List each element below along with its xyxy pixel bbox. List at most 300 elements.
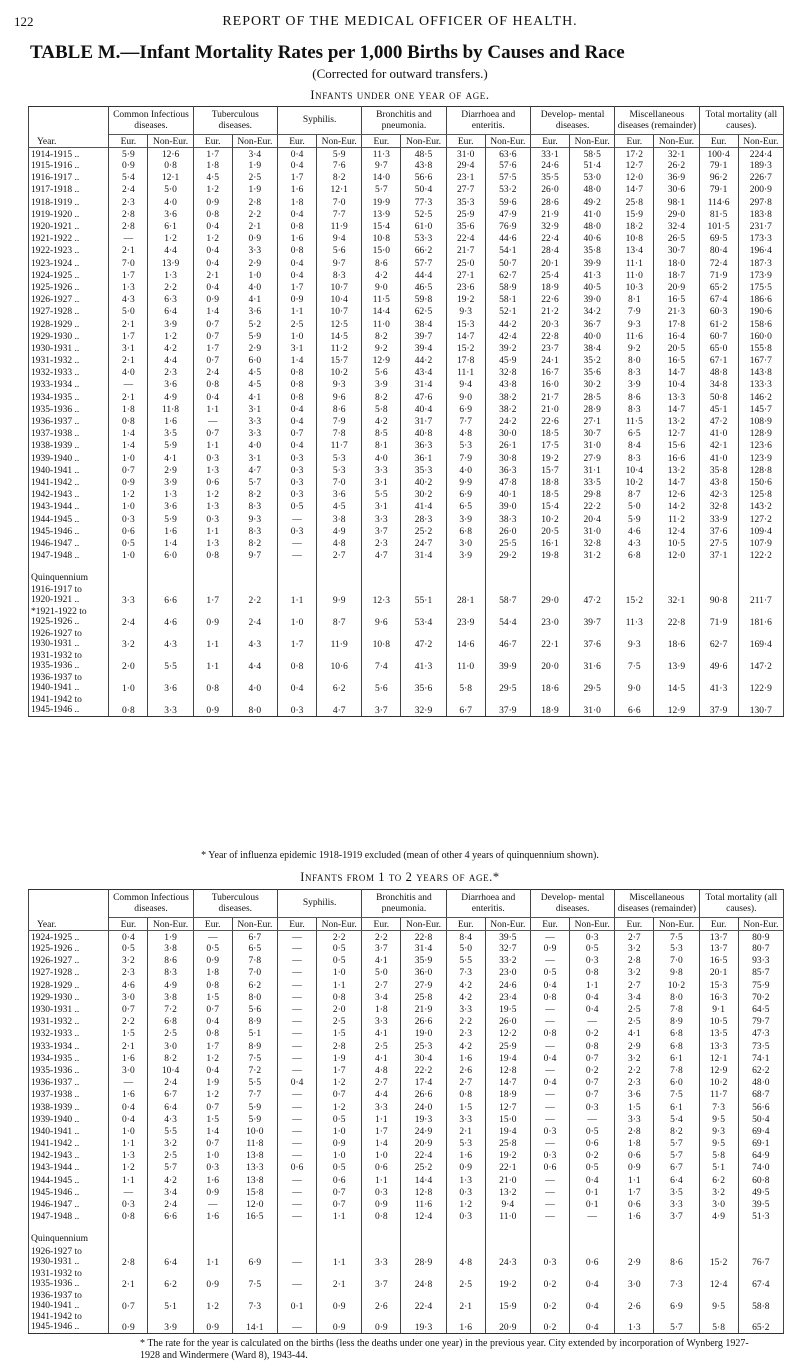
rate-cell: 27·7 [446,184,485,196]
rate-cell: 7·5 [654,1089,699,1101]
rate-cell: 22·1 [485,1162,530,1174]
rate-cell: 23·9 [446,606,485,628]
rate-cell: 10·8 [615,233,654,245]
rate-cell: 32·8 [699,501,738,513]
rate-cell: 3·5 [148,428,193,440]
rate-cell: 13·9 [362,209,401,221]
period-line: 1940-1941 .. [31,683,80,694]
rate-cell: 9·9 [317,584,362,606]
rate-cell: 48·0 [570,221,615,233]
rate-cell: 22·4 [530,233,569,245]
spacer-cell [29,1223,109,1233]
european-subheader: Eur. [699,135,738,148]
rate-cell: 0·4 [193,1016,232,1028]
rate-cell: 2·9 [148,465,193,477]
rate-cell: 3·3 [362,1101,401,1113]
rate-cell: 9·4 [485,1199,530,1211]
rate-cell: 28·4 [530,245,569,257]
quinquennium-row [29,1268,784,1290]
year-cell: 1946-1947 .. [29,1199,109,1211]
rate-cell: 2·1 [193,270,232,282]
period-line: 1936-1937 to [31,1290,82,1301]
rate-cell: 2·7 [615,931,654,944]
period-line: 1930-1931 .. [31,639,80,650]
rate-cell: 130·7 [738,694,783,716]
rate-cell: 1·2 [317,1077,362,1089]
rate-cell: — [530,1199,569,1211]
rate-cell: 0·2 [570,1150,615,1162]
rate-cell: 77·3 [401,197,446,209]
rate-cell: 8·6 [148,955,193,967]
rate-cell: 3·3 [362,465,401,477]
rate-cell: — [277,967,316,979]
rate-cell: 0·4 [570,1004,615,1016]
rate-cell: 0·8 [277,650,316,672]
european-subheader: Eur. [615,918,654,931]
rate-cell: 15·3 [446,318,485,330]
rate-cell: 3·7 [362,694,401,716]
rate-cell: 297·8 [738,197,783,209]
rate-cell: 0·7 [109,1004,148,1016]
rate-cell: 3·1 [232,453,277,465]
rate-cell: 22·2 [401,1065,446,1077]
rate-cell: 13·2 [485,1187,530,1199]
table-row [29,465,784,477]
rate-cell: 79·1 [699,160,738,172]
rate-cell: 66·2 [401,245,446,257]
rate-cell: — [277,1175,316,1187]
rate-cell: 7·3 [446,967,485,979]
year-cell: 1945-1946 .. [29,526,109,538]
rate-cell: 0·4 [277,416,316,428]
rate-cell: 6·8 [615,550,654,562]
rate-cell: 18·6 [654,628,699,650]
table-row [29,1077,784,1089]
rate-cell: 0·8 [193,209,232,221]
year-cell: 1925-1926 .. [29,282,109,294]
rate-cell: 57·7 [401,258,446,270]
table-row [29,1101,784,1113]
empty-cell [485,1233,530,1245]
rate-cell: 7·0 [232,967,277,979]
rate-cell: 0·6 [362,1162,401,1174]
rate-cell: 3·1 [109,343,148,355]
rate-cell: 3·7 [654,1211,699,1223]
rate-cell: 70·2 [738,992,783,1004]
rate-cell: 31·0 [570,440,615,452]
rate-cell: 2·8 [232,197,277,209]
rate-cell: 10·5 [654,538,699,550]
rate-cell: 0·7 [193,428,232,440]
rate-cell: 29·5 [570,672,615,694]
rate-cell: 3·6 [148,501,193,513]
rate-cell: 123·9 [738,453,783,465]
spacer-cell [446,1223,485,1233]
rate-cell: 8·4 [615,440,654,452]
rate-cell: 38·3 [485,513,530,525]
table-row [29,209,784,221]
rate-cell: — [277,1004,316,1016]
rate-cell: 48·0 [738,1077,783,1089]
rate-cell: 30·7 [654,245,699,257]
rate-cell: — [193,931,232,944]
rate-cell: 53·0 [570,172,615,184]
period-line: 1920-1921 .. [31,595,80,606]
rate-cell: 5·8 [699,1150,738,1162]
year-cell: 1947-1948 .. [29,550,109,562]
rate-cell: 0·5 [317,1114,362,1126]
rate-cell: 28·3 [401,513,446,525]
table-row [29,538,784,550]
rate-cell: 2·2 [232,209,277,221]
rate-cell: 3·2 [109,628,148,650]
rate-cell: — [277,1114,316,1126]
year-cell: 1933-1934 .. [29,1041,109,1053]
rate-cell: 3·9 [148,1312,193,1334]
rate-cell: 1·8 [109,404,148,416]
empty-cell [654,1233,699,1245]
rate-cell: 49·5 [738,1187,783,1199]
rate-cell: 0·3 [277,526,316,538]
spacer-cell [109,1223,148,1233]
rate-cell: 46·5 [401,282,446,294]
rate-cell: 12·0 [232,1199,277,1211]
spacer-cell [193,1223,232,1233]
cause-column-header: Miscellaneous diseases (remainder) [615,890,699,918]
empty-cell [401,1233,446,1245]
rate-cell: 0·3 [277,465,316,477]
rate-cell: 200·9 [738,184,783,196]
year-cell: 1926-1927 .. [29,955,109,967]
rate-cell: 10·0 [232,1126,277,1138]
rate-cell: 31·4 [401,379,446,391]
rate-cell: 0·9 [109,1312,148,1334]
spacer-cell [699,1223,738,1233]
rate-cell: 0·9 [193,955,232,967]
rate-cell: 35·6 [446,221,485,233]
rate-cell: 2·1 [317,1268,362,1290]
spacer-cell [29,562,109,572]
rate-cell: 2·0 [317,1004,362,1016]
rate-cell: 65·2 [699,282,738,294]
rate-cell: 16·6 [654,453,699,465]
rate-cell: 39·5 [485,931,530,944]
period-line: *1921-1922 to [31,607,87,618]
rate-cell: 0·8 [570,967,615,979]
rate-cell: 1·0 [109,501,148,513]
rate-cell: 8·3 [148,967,193,979]
rate-cell: 12·9 [699,1065,738,1077]
rate-cell: 0·6 [193,477,232,489]
rate-cell: 26·5 [654,233,699,245]
page-header [0,14,800,34]
rate-cell: 1·3 [109,1150,148,1162]
rate-cell: 0·7 [193,1101,232,1113]
rate-cell: 25·2 [401,1162,446,1174]
spacer-cell [530,1223,569,1233]
rate-cell: 1·8 [615,1138,654,1150]
rate-cell: 4·4 [232,650,277,672]
rate-cell: 8·0 [232,992,277,1004]
rate-cell: 15·4 [362,221,401,233]
rate-cell: 0·4 [570,1290,615,1312]
year-cell: 1944-1945 .. [29,513,109,525]
rate-cell: 32·1 [654,584,699,606]
rate-cell: 35·2 [570,355,615,367]
rate-cell: 64·9 [738,1150,783,1162]
rate-cell: 3·3 [362,1016,401,1028]
rate-cell: 9·7 [362,160,401,172]
rate-cell: 28·9 [401,1246,446,1268]
rate-cell: 3·6 [148,379,193,391]
rate-cell: 9·6 [362,606,401,628]
rate-cell: 2·2 [362,931,401,944]
spacer-cell [570,1223,615,1233]
rate-cell: 2·4 [109,606,148,628]
rate-cell: 4·2 [446,980,485,992]
rate-cell: 5·9 [148,513,193,525]
rate-cell: 9·3 [699,1126,738,1138]
rate-cell: 0·2 [530,1312,569,1334]
rate-cell: 17·5 [530,440,569,452]
rate-cell: 25·8 [401,992,446,1004]
rate-cell: 0·4 [193,245,232,257]
rate-cell: 2·1 [109,392,148,404]
european-subheader: Eur. [362,918,401,931]
rate-cell: 18·5 [530,489,569,501]
table-subtitle: (Corrected for outward transfers.) [312,66,488,81]
rate-cell: 15·6 [654,440,699,452]
rate-cell: 14·7 [485,1077,530,1089]
rate-cell: 5·3 [317,465,362,477]
rate-cell: 79·1 [699,184,738,196]
year-cell: 1938-1939 .. [29,440,109,452]
year-cell: 1932-1933 .. [29,1028,109,1040]
table-row [29,343,784,355]
rate-cell: 5·5 [148,1126,193,1138]
rate-cell: 65·0 [699,343,738,355]
rate-cell: 6·0 [654,1077,699,1089]
rate-cell: 5·9 [109,148,148,161]
rate-cell: 30·2 [401,489,446,501]
spacer-cell [654,1223,699,1233]
european-subheader: Eur. [530,918,569,931]
rate-cell: 24·6 [530,160,569,172]
rate-cell: 0·7 [193,318,232,330]
rate-cell: 12·0 [654,550,699,562]
rate-cell: 14·7 [654,477,699,489]
rate-cell: 1·2 [193,1053,232,1065]
rate-cell: 27·1 [446,270,485,282]
rate-cell: 5·6 [362,672,401,694]
rate-cell: 14·4 [401,1175,446,1187]
rate-cell: 0·4 [277,270,316,282]
rate-cell: 0·3 [530,1150,569,1162]
rate-cell: 29·4 [446,160,485,172]
rate-cell: 0·7 [317,1187,362,1199]
rate-cell: 10·7 [317,306,362,318]
rate-cell: 8·2 [317,172,362,184]
rate-cell: 60·3 [699,306,738,318]
rate-cell: 127·2 [738,513,783,525]
rate-cell: 0·5 [193,943,232,955]
rate-cell: 2·6 [446,1065,485,1077]
rate-cell: — [109,1077,148,1089]
rate-cell: 2·8 [615,1126,654,1138]
rate-cell: 69·1 [738,1138,783,1150]
rate-cell: 0·9 [317,1138,362,1150]
rate-cell: 29·8 [570,489,615,501]
rate-cell: 41·3 [401,650,446,672]
rate-cell: 6·1 [148,221,193,233]
rate-cell: 0·3 [277,489,316,501]
spacer-cell [362,562,401,572]
rate-cell: 6·2 [148,1268,193,1290]
table-row [29,160,784,172]
rate-cell: 1·8 [193,160,232,172]
rate-cell: 1·4 [277,355,316,367]
rate-cell: — [109,233,148,245]
rate-cell: 0·4 [570,992,615,1004]
rate-cell: 8·3 [232,526,277,538]
rate-cell: 1·6 [277,233,316,245]
rate-cell: 1·0 [232,270,277,282]
rate-cell: 47·8 [485,477,530,489]
rate-cell: 47·9 [485,209,530,221]
rate-cell: 10·7 [317,282,362,294]
rate-cell: 0·8 [193,379,232,391]
year-cell: 1946-1947 .. [29,538,109,550]
rate-cell: 32·9 [530,221,569,233]
rate-cell: 7·3 [232,1290,277,1312]
rate-cell: 19·4 [485,1053,530,1065]
rate-cell: 0·3 [193,513,232,525]
rate-cell: 3·8 [148,943,193,955]
table-row [29,550,784,562]
table-row [29,258,784,270]
rate-cell: 5·3 [654,943,699,955]
spacer-cell [232,562,277,572]
rate-cell: 0·8 [362,1211,401,1223]
quinquennium-period-cell [29,672,109,694]
non-european-subheader: Non-Eur. [738,135,783,148]
period-line: 1935-1936 .. [31,1278,80,1289]
rate-cell: 9·4 [446,379,485,391]
year-cell: 1931-1932 .. [29,1016,109,1028]
rate-cell: 40·4 [401,404,446,416]
table-row [29,233,784,245]
rate-cell: 59·8 [401,294,446,306]
rate-cell: 12·0 [615,172,654,184]
rate-cell: 3·6 [148,209,193,221]
rate-cell: 1·7 [193,148,232,161]
year-cell: 1928-1929 .. [29,318,109,330]
rate-cell: 48·0 [570,184,615,196]
rate-cell: 0·3 [570,1101,615,1113]
rate-cell: 1·4 [193,306,232,318]
section-heading-under-one-year: Infants under one year of age. [310,88,490,102]
rate-cell: 6·9 [232,1246,277,1268]
period-line: 1936-1937 to [31,673,82,684]
rate-cell: 0·8 [277,367,316,379]
table-title: TABLE M.—Infant Mortality Rates per 1,000 Births by Causes and Race [30,42,625,63]
rate-cell: 1·5 [193,1114,232,1126]
rate-cell: 1·2 [109,1162,148,1174]
rate-cell: 1·3 [615,1312,654,1334]
rate-cell: 3·7 [362,943,401,955]
rate-cell: 1·9 [232,160,277,172]
rate-cell: 50·4 [401,184,446,196]
rate-cell: 6·6 [148,1211,193,1223]
spacer-cell [317,1223,362,1233]
rate-cell: 8·0 [232,694,277,716]
spacer-cell [148,562,193,572]
rate-cell: 41·3 [570,270,615,282]
rate-cell: — [277,1187,316,1199]
rate-cell: 12·6 [148,148,193,161]
rate-cell: 5·5 [446,955,485,967]
rate-cell: 2·7 [615,980,654,992]
year-cell: 1943-1944 .. [29,501,109,513]
rate-cell: 0·5 [317,955,362,967]
rate-cell: 5·7 [148,1162,193,1174]
rate-cell: 0·9 [193,606,232,628]
rate-cell: 40·2 [401,477,446,489]
rate-cell: 5·0 [109,306,148,318]
rate-cell: 52·5 [401,209,446,221]
rate-cell: 0·4 [193,282,232,294]
non-european-subheader: Non-Eur. [148,135,193,148]
rate-cell: 5·5 [148,650,193,672]
rate-cell: 8·6 [317,404,362,416]
rate-cell: 21·7 [530,392,569,404]
rate-cell: — [277,550,316,562]
rate-cell: 14·7 [654,367,699,379]
rate-cell: 31·0 [570,694,615,716]
rate-cell: 13·4 [615,245,654,257]
rate-cell: 1·3 [193,465,232,477]
rate-cell: 0·3 [446,1187,485,1199]
rate-cell: 18·9 [485,1089,530,1101]
rate-cell: 0·8 [109,694,148,716]
rate-cell: 1·1 [277,306,316,318]
year-cell: 1936-1937 .. [29,416,109,428]
rate-cell: 8·2 [362,392,401,404]
rate-cell: 3·6 [615,1089,654,1101]
rate-cell: 58·7 [485,584,530,606]
rate-cell: 2·9 [232,258,277,270]
rate-cell: 3·6 [232,306,277,318]
rate-cell: 37·6 [570,628,615,650]
rate-cell: 1·3 [109,282,148,294]
rate-cell: 0·7 [570,1053,615,1065]
empty-cell [362,572,401,584]
rate-cell: 3·3 [232,245,277,257]
table-row [29,526,784,538]
rate-cell: 80·9 [738,931,783,944]
rate-cell: 11·8 [148,404,193,416]
rate-cell: 39·7 [401,331,446,343]
rate-cell: 1·6 [109,1089,148,1101]
rate-cell: 0·7 [277,428,316,440]
rate-cell: 67·4 [738,1268,783,1290]
rate-cell: 9·7 [232,550,277,562]
rate-cell: 16·3 [699,992,738,1004]
rate-cell: 26·0 [485,1016,530,1028]
rate-cell: 1·0 [317,1150,362,1162]
year-cell: 1931-1932 .. [29,355,109,367]
rate-cell: 0·4 [277,672,316,694]
